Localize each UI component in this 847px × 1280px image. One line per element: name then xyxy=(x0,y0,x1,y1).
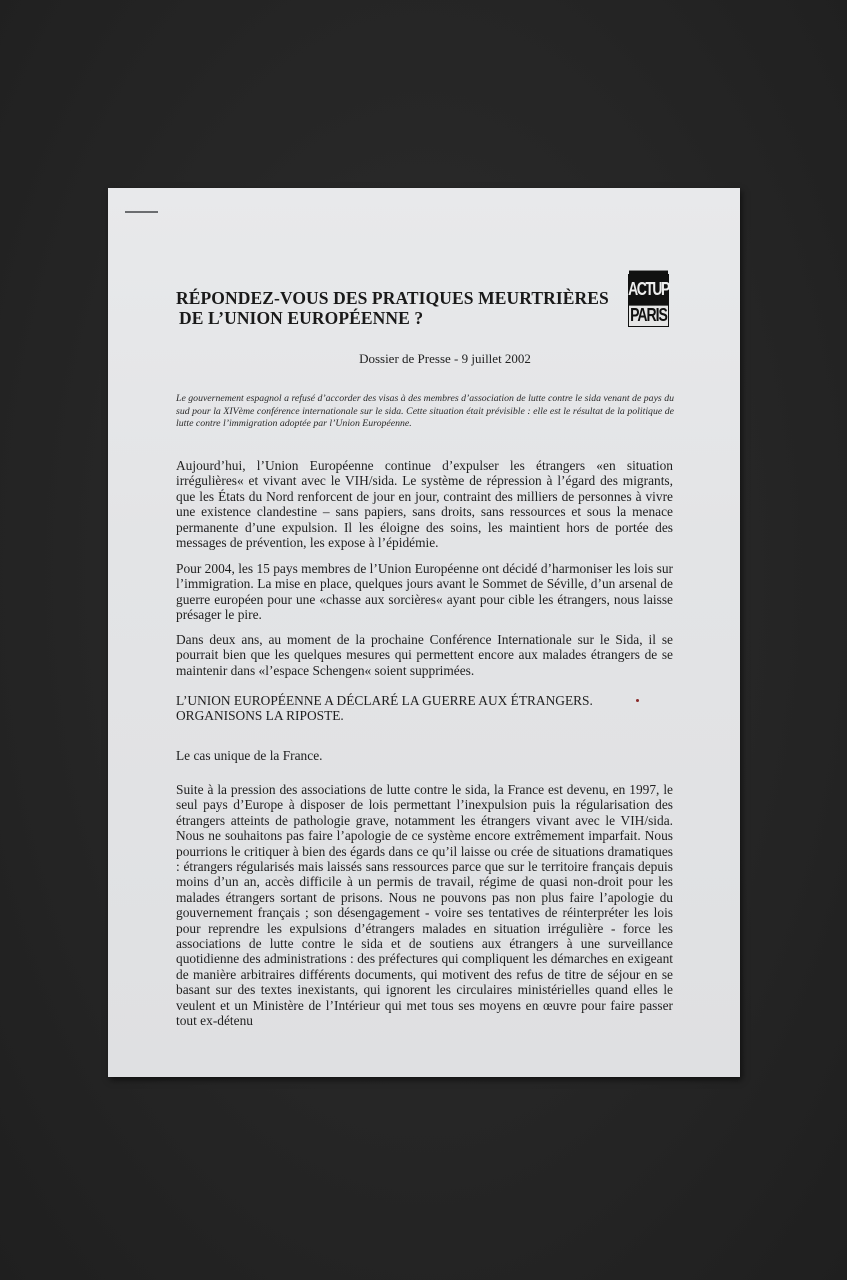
logo-top-text: ACTUP xyxy=(629,271,668,305)
paragraph-3: Dans deux ans, au moment de la prochaine Conférence Internationale sur le Sida, il se pourrait bien que les quelques mesures qui permettent encore aux malades étrangers de se maintenir dans «l’espace Schengen« soient supprimées. xyxy=(176,632,673,678)
document-title xyxy=(176,288,609,328)
intro-italic-paragraph: Le gouvernement espagnol a refusé d’accorder des visas à des membres d’association de lutte contre le sida venant de pays du sud pour la XIVème conférence internationale sur le sida. Cette situation était prévisible : elle est le résultat de la politique de lutte contre l’immigration adoptée par l’Union Européenne. xyxy=(176,393,674,429)
act-up-paris-logo xyxy=(628,274,669,327)
ink-dot xyxy=(636,699,639,702)
paragraph-2: Pour 2004, les 15 pays membres de l’Union Européenne ont décidé d’harmoniser les lois sur l’immigration. La mise en place, quelques jours avant le Sommet de Séville, d’un arsenal de guerre européen pour une «chasse aux sorcières« ayant pour cible les étrangers, nous laisse présager le pire. xyxy=(176,561,673,623)
paper-sheet xyxy=(108,188,740,1077)
title-line-2: DE L’UNION EUROPÉENNE ? xyxy=(179,308,424,328)
subtitle-text: Dossier de Presse - 9 juillet 2002 xyxy=(359,351,531,366)
press-kit-date xyxy=(108,351,740,367)
title-line-1: RÉPONDEZ-VOUS DES PRATIQUES MEURTRIÈRES xyxy=(176,288,609,308)
logo-bottom-text: PARIS xyxy=(630,302,667,325)
staple-mark xyxy=(125,211,158,213)
slogan-line-1: L’UNION EUROPÉENNE A DÉCLARÉ LA GUERRE AUX ÉTRANGERS. xyxy=(176,693,593,708)
paragraph-france: Suite à la pression des associations de lutte contre le sida, la France est devenu, en 1997, le seul pays d’Europe à disposer de lois permettant l’inexpulsion puis la régularisation des étrangers atteints de pathologie grave, notamment les étrangers vivant avec le VIH/sida. Nous ne souhaitons pas faire l’apologie de ce système encore extrêmement imparfait. Nous pourrions le critiquer à bien des égards dans ce qu’il laisse ou crée de situations dramatiques : étrangers régularisés mais laissés sans ressources parce que sur le territoire français depuis moins d’un an, accès difficile à un permis de travail, régime de quasi non-droit pour les malades étrangers sortant de prisons. Nous ne pouvons pas non plus faire l’apologie du gouvernement français ; son désengagement - voire ses tentatives de réinterpréter les lois pour reprendre les expulsions d’étrangers malades en situation irrégulière - force les associations de lutte contre le sida et de soutiens aux étrangers à une surveillance quotidienne des administrations : des préfectures qui compliquent les démarches en exigeant de manière arbitraires différents documents, qui motivent des refus de titre de séjour en se basant sur des textes inexistants, qui ignorent les circulaires ministérielles quand elles le veulent et un Ministère de l’Intérieur qui met tous ses moyens en œuvre pour faire passer tout ex-détenu xyxy=(176,782,673,1029)
paragraph-1: Aujourd’hui, l’Union Européenne continue d’expulser les étrangers «en situation irrégulières« et vivant avec le VIH/sida. Le système de répression à l’égard des migrants, que les États du Nord renforcent de jour en jour, contraint des milliers de personnes à vivre une existence clandestine – sans papiers, sans droits, sans ressources et sous la menace permanente d’une expulsion. Il les éloigne des soins, les maintient hors de portée des messages de prévention, les expose à l’épidémie. xyxy=(176,458,673,551)
slogan-line-2: ORGANISONS LA RIPOSTE. xyxy=(176,708,344,724)
slogan xyxy=(176,693,673,724)
section-heading: Le cas unique de la France. xyxy=(176,748,323,763)
